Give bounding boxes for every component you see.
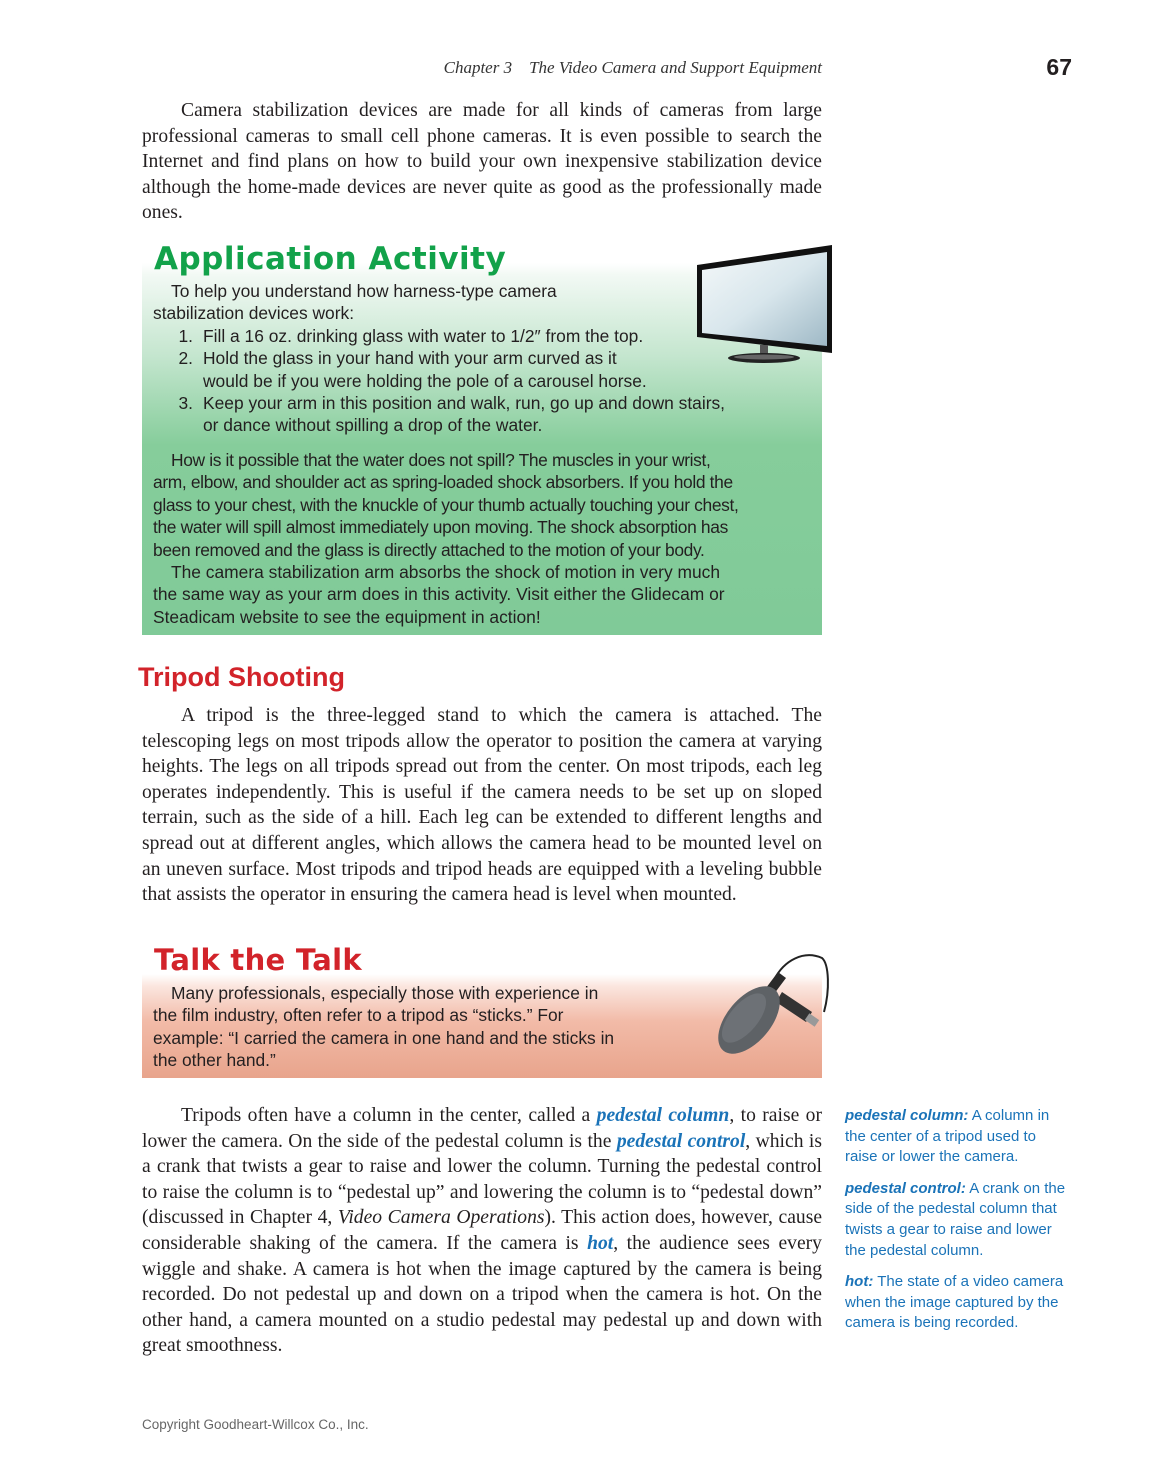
intro-section <box>142 98 822 226</box>
step-text-line1: Keep your arm in this position and walk, run, go up and down stairs, <box>203 393 726 414</box>
talk-the-talk-box <box>142 943 822 1078</box>
text-run: ). This action does, however, cause considerable shaking of the camera. If the camera is <box>142 1207 823 1254</box>
step-text: Fill a 16 oz. drinking glass with water to 1/2″ from the top. <box>203 325 644 346</box>
glossary-term: pedestal column: <box>845 1107 969 1124</box>
explanation-line: arm, elbow, and shoulder act as spring-loaded shock absorbers. If you hold the <box>153 472 733 493</box>
talk-the-talk-title: Talk the Talk <box>154 943 362 977</box>
application-activity-box <box>142 241 822 635</box>
explanation-line: How is it possible that the water does not spill? The muscles in your wrist, <box>171 450 711 470</box>
application-activity-title: Application Activity <box>154 241 507 277</box>
tripod-section <box>142 703 822 908</box>
glossary-definition: A crank on the side of the pedestal column that twists a gear to raise and lower the pedestal column. <box>845 1179 1066 1259</box>
talk-line: Many professionals, especially those with experience in <box>171 983 599 1003</box>
copyright-footer: Copyright Goodheart-Willcox Co., Inc. <box>142 1417 369 1432</box>
chapter-reference: Video Camera Operations <box>337 1207 545 1229</box>
glossary-definition: The state of a video camera when the image captured by the camera is being recorded. <box>845 1273 1064 1332</box>
glossary-definition: A column in the center of a tripod used to raise or lower the camera. <box>845 1107 1050 1166</box>
step-number: 1. <box>178 325 193 346</box>
talk-line: the film industry, often refer to a tripod as “sticks.” For <box>153 1005 564 1026</box>
explanation-line: glass to your chest, with the knuckle of your thumb actually touching your chest, <box>153 494 739 515</box>
text-run: , which is a crank that twists a gear to raise and lower the column. Turning the pedestal control to raise the column is to “pedestal up” and lowering the column is to “pedestal down” (discussed in Chapter 4, <box>142 1130 822 1229</box>
intro-paragraph: Camera stabilization devices are made for all kinds of cameras from large professional cameras to small cell phone cameras. It is even possible to search the Internet and find plans on how to build your own inexpensive stabilization device although the home-made devices are never quite as good as the professionally made ones. <box>142 100 822 224</box>
activity-step-2 <box>153 347 693 392</box>
step-text-line2: would be if you were holding the pole of a carousel horse. <box>203 370 647 391</box>
talk-the-talk-text <box>153 982 614 1072</box>
tripod-shooting-heading: Tripod Shooting <box>138 662 345 692</box>
shotgun-microphone-icon <box>694 950 834 1060</box>
activity-explanation <box>153 449 738 628</box>
tripod-paragraph: A tripod is the three-legged stand to which the camera is attached. The telescoping legs on most tripods allow the operator to position the camera at varying heights. The legs on all tripods spread out from the center. On most tripods, each leg operates independently. This is useful if the camera needs to be set up on sloped terrain, such as the side of a hill. Each leg can be extended to different lengths and spread out at different angles, which allows the camera head to be mounted level on an uneven surface. Most tripods and tripod heads are equipped with a leveling bubble that assists the operator in ensuring the camera head is level when mounted. <box>142 705 822 906</box>
activity-intro-line1: To help you understand how harness-type camera <box>171 281 557 301</box>
talk-line: example: “I carried the camera in one hand and the sticks in <box>153 1027 615 1048</box>
closing-line: the same way as your arm does in this activity. Visit either the Glidecam or <box>153 584 725 605</box>
step-number: 2. <box>178 348 193 369</box>
text-run: Tripods often have a column in the center, called a <box>181 1105 597 1126</box>
glossary-term: hot: <box>845 1273 874 1291</box>
pedestal-section <box>142 1103 822 1359</box>
text-run: , to raise or lower the camera. On the side of the pedestal column is the <box>142 1105 822 1152</box>
margin-glossary <box>845 1106 1070 1345</box>
glossary-term-pedestal-column: pedestal column <box>596 1105 730 1126</box>
glossary-entry-pedestal-column <box>845 1106 1070 1168</box>
glossary-term: pedestal control: <box>845 1179 966 1197</box>
talk-line: the other hand.” <box>153 1050 276 1071</box>
flat-screen-tv-icon <box>694 245 834 365</box>
explanation-line: been removed and the glass is directly attached to the motion of your body. <box>153 539 705 560</box>
step-text-line2: or dance without spilling a drop of the water. <box>203 415 543 436</box>
activity-step-3 <box>153 392 726 437</box>
activity-intro-line2: stabilization devices work: <box>153 303 355 324</box>
glossary-term-hot: hot <box>587 1232 614 1254</box>
running-head: Chapter 3 The Video Camera and Support Equipment <box>443 58 822 77</box>
pedestal-paragraph <box>142 1103 822 1359</box>
glossary-term-pedestal-control: pedestal control <box>616 1130 746 1152</box>
step-number: 3. <box>178 393 193 414</box>
closing-line: The camera stabilization arm absorbs the shock of motion in very much <box>171 562 721 583</box>
activity-step-1 <box>153 325 693 347</box>
step-text-line1: Hold the glass in your hand with your arm curved as it <box>203 348 617 369</box>
glossary-entry-hot <box>845 1272 1070 1334</box>
glossary-entry-pedestal-control <box>845 1179 1070 1261</box>
explanation-line: the water will spill almost immediately upon moving. The shock absorption has <box>153 517 728 538</box>
closing-line: Steadicam website to see the equipment in action! <box>153 606 541 627</box>
activity-intro <box>153 280 726 437</box>
page-number: 67 <box>1046 54 1072 80</box>
text-run: , the audience sees every wiggle and shake. A camera is hot when the image captured by the camera is being recorded. Do not pedestal up and down on a tripod when the camera is hot. On the other hand, a camera mounted on a studio pedestal may pedestal up and down with great smoothness. <box>142 1232 822 1357</box>
